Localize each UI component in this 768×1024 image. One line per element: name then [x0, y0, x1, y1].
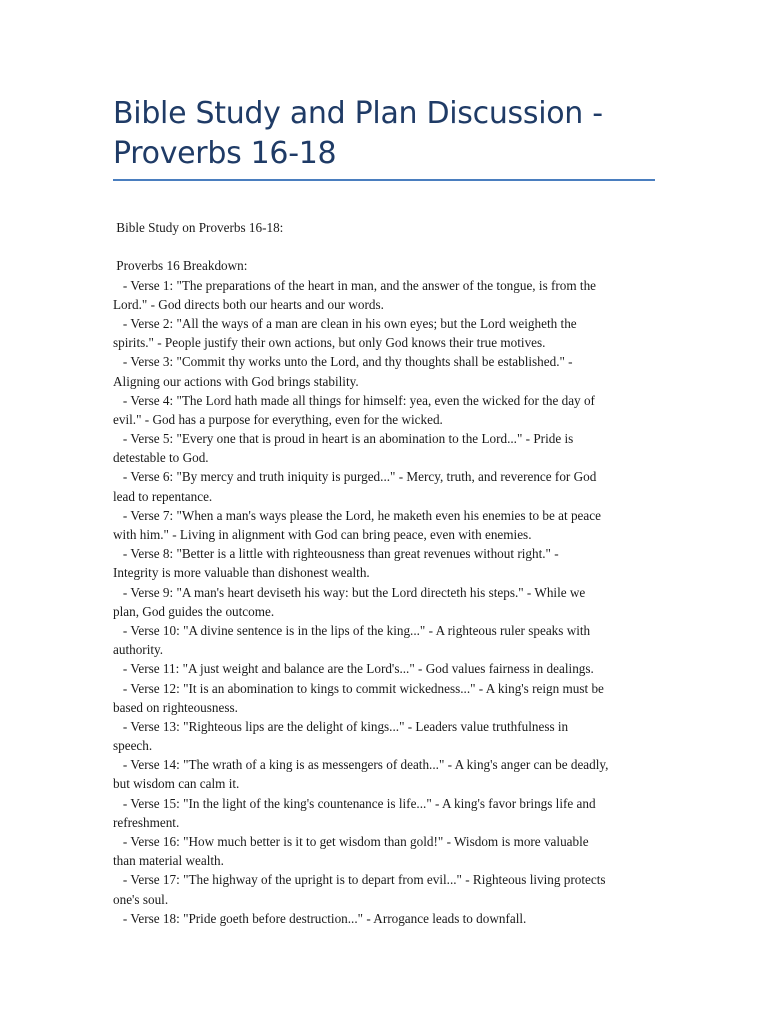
verse-text-line: - Verse 14: "The wrath of a king is as messengers of death..." - A king's anger can be deadly, — [113, 757, 609, 773]
verse-text-line: one's soul. — [113, 891, 169, 907]
verse-text-line: - Verse 13: "Righteous lips are the delight of kings..." - Leaders value truthfulness in — [113, 718, 569, 734]
verse-text-line: than material wealth. — [113, 853, 224, 869]
verse-text-line: refreshment. — [113, 814, 180, 830]
verse-text-line: - Verse 8: "Better is a little with righteousness than great revenues without right." - — [113, 546, 559, 562]
verse-text-line: - Verse 1: "The preparations of the heart in man, and the answer of the tongue, is from the — [113, 277, 597, 293]
title-line-1: Bible Study and Plan Discussion - — [113, 96, 603, 131]
verse-text-line: - Verse 7: "When a man's ways please the Lord, he maketh even his enemies to be at peace — [113, 507, 601, 523]
title-line-2: Proverbs 16-18 — [113, 136, 337, 171]
paragraph-gap — [113, 237, 658, 256]
section-heading: Proverbs 16 Breakdown: — [113, 258, 248, 274]
verse-text-line: Integrity is more valuable than dishonest wealth. — [113, 565, 370, 581]
verse-text-line: Lord." - God directs both our hearts and our words. — [113, 296, 384, 312]
verse-text-line: spirits." - People justify their own actions, but only God knows their true motives. — [113, 335, 546, 351]
verse-text-line: speech. — [113, 738, 153, 754]
verse-text-line: - Verse 11: "A just weight and balance are the Lord's..." - God values fairness in dealings. — [113, 661, 594, 677]
verse-text-line: - Verse 10: "A divine sentence is in the lips of the king..." - A righteous ruler speaks with — [113, 622, 591, 638]
verse-text-line: - Verse 16: "How much better is it to get wisdom than gold!" - Wisdom is more valuable — [113, 834, 589, 849]
verse-text-line: Aligning our actions with God brings stability. — [113, 373, 359, 389]
intro-line: Bible Study on Proverbs 16-18: — [113, 220, 284, 235]
verse-text-line: plan, God guides the outcome. — [113, 603, 275, 619]
title-underline — [113, 179, 655, 181]
verse-text-line: - Verse 15: "In the light of the king's countenance is life..." - A king's favor brings life and — [113, 795, 596, 811]
verse-text-line: evil." - God has a purpose for everything, even for the wicked. — [113, 411, 443, 427]
verse-text-line: but wisdom can calm it. — [113, 776, 240, 792]
verse-text-line: with him." - Living in alignment with God can bring peace, even with enemies. — [113, 527, 532, 542]
verse-list — [113, 276, 658, 928]
verse-text-line: - Verse 4: "The Lord hath made all things for himself: yea, even the wicked for the day of — [113, 392, 595, 408]
verse-text-line: - Verse 5: "Every one that is proud in heart is an abomination to the Lord..." - Pride is — [113, 431, 574, 447]
verse-text-line: - Verse 17: "The highway of the upright is to depart from evil..." - Righteous living protects — [113, 872, 606, 888]
document-body — [113, 218, 658, 928]
verse-text-line: - Verse 9: "A man's heart deviseth his way: but the Lord directeth his steps." - While we — [113, 584, 586, 600]
verse-text-line: - Verse 12: "It is an abomination to kings to commit wickedness..." - A king's reign must be — [113, 680, 604, 696]
verse-text-line: - Verse 3: "Commit thy works unto the Lord, and thy thoughts shall be established." - — [113, 354, 573, 370]
verse-text-line: lead to repentance. — [113, 488, 213, 504]
document-title — [113, 94, 673, 174]
verse-text-line: - Verse 6: "By mercy and truth iniquity is purged..." - Mercy, truth, and reverence for God — [113, 469, 597, 485]
verse-text-line: authority. — [113, 642, 164, 658]
verse-text-line: based on righteousness. — [113, 699, 238, 715]
verse-text-line: detestable to God. — [113, 450, 209, 466]
verse-text-line: - Verse 2: "All the ways of a man are clean in his own eyes; but the Lord weigheth the — [113, 315, 577, 331]
verse-text-line: - Verse 18: "Pride goeth before destruction..." - Arrogance leads to downfall. — [113, 910, 527, 926]
